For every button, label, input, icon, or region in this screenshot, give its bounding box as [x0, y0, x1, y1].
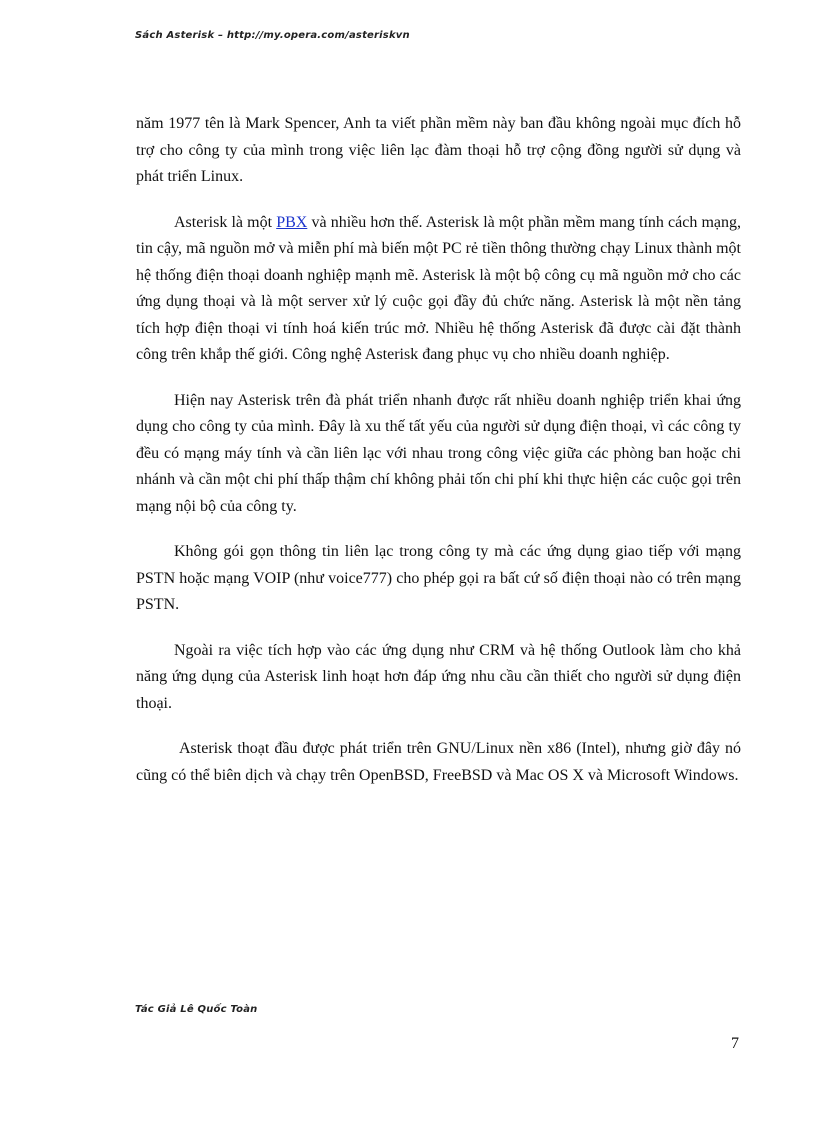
paragraph-6: Asterisk thoạt đầu được phát triển trên GNU/Linux nền x86 (Intel), nhưng giờ đây nó cũng có thể biên dịch và chạy trên OpenBSD, FreeBSD và Mac OS X và Microsoft Windows.: [136, 740, 741, 784]
paragraph-2-rest: và nhiều hơn thế. Asterisk là một phần mềm mang tính cách mạng, tin cậy, mã nguồn mở và miễn phí mà biến một PC rẻ tiền thông thường chạy Linux thành một hệ thống điện thoại doanh nghiệp mạnh mẽ. Asterisk là một bộ công cụ mã nguồn mở cho các ứng dụng thoại và là một server xử lý cuộc gọi đầy đủ chức năng. Asterisk là một nền tảng tích hợp điện thoại vi tính hoá kiến trúc mở. Nhiều hệ thống Asterisk đã được cài đặt thành công trên khắp thế giới. Công nghệ Asterisk đang phục vụ cho nhiều doanh nghiệp.: [136, 213, 742, 363]
body-content: [136, 111, 741, 808]
page-header: Sách Asterisk – http://my.opera.com/asteriskvn: [135, 30, 410, 41]
page-number: 7: [731, 1035, 739, 1052]
paragraph-1: năm 1977 tên là Mark Spencer, Anh ta viết phần mềm này ban đầu không ngoài mục đích hỗ trợ cho công ty của mình trong việc liên lạc đàm thoại hỗ trợ cộng đồng người sử dụng và phát triển Linux.: [136, 115, 741, 185]
paragraph-4: Không gói gọn thông tin liên lạc trong công ty mà các ứng dụng giao tiếp với mạng PSTN hoặc mạng VOIP (như voice777) cho phép gọi ra bất cứ số điện thoại nào có trên mạng PSTN.: [136, 543, 741, 613]
paragraph-2: [136, 210, 741, 369]
paragraph-5: Ngoài ra việc tích hợp vào các ứng dụng như CRM và hệ thống Outlook làm cho khả năng ứng dụng của Asterisk linh hoạt hơn đáp ứng nhu cầu cần thiết cho người sử dụng điện thoại.: [136, 641, 741, 712]
pbx-link[interactable]: PBX: [276, 213, 308, 231]
page-footer-author: Tác Giả Lê Quốc Toàn: [135, 1004, 258, 1015]
paragraph-2-start: Asterisk là một: [174, 213, 277, 231]
paragraph-3: Hiện nay Asterisk trên đà phát triển nhanh được rất nhiều doanh nghiệp triển khai ứng dụng cho công ty của mình. Đây là xu thế tất yếu của người sử dụng điện thoại, vì các công ty đều có mạng máy tính và cần liên lạc với nhau trong công việc giữa các phòng ban hoặc chi nhánh và cần một chi phí thấp thậm chí không phải tốn chi phí khi thực hiện các cuộc gọi trên mạng nội bộ của công ty.: [136, 391, 741, 515]
